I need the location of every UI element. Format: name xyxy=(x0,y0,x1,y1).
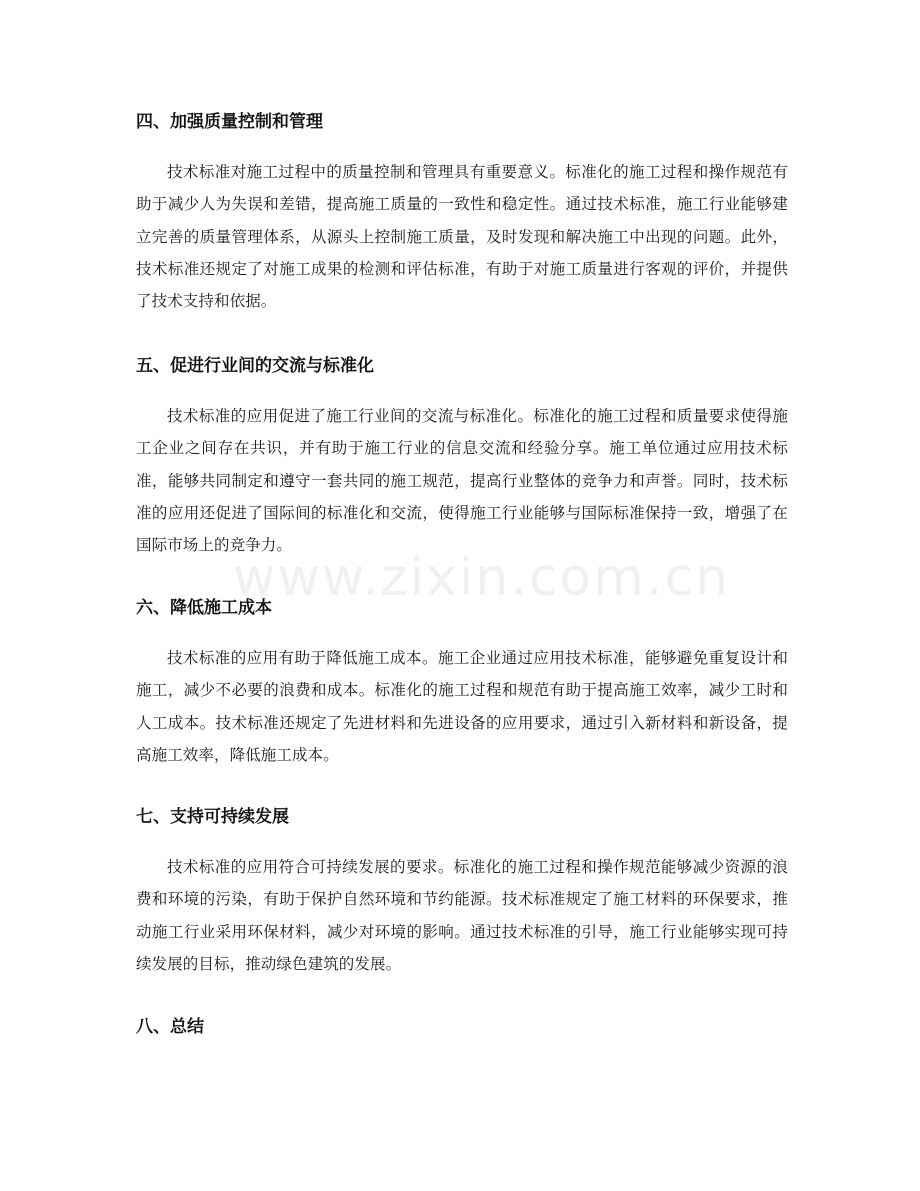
section-paragraph: 技术标准的应用符合可持续发展的要求。标准化的施工过程和操作规范能够减少资源的浪费和环境的污染，有助于保护自然环境和节约能源。技术标准规定了施工材料的环保要求，推动施工行业采用环保材料，减少对环境的影响。通过技术标准的引导，施工行业能够实现可持续发展的目标，推动绿色建筑的发展。 xyxy=(136,858,788,973)
section-heading: 七、支持可持续发展 xyxy=(136,807,289,827)
section-paragraph: 技术标准对施工过程中的质量控制和管理具有重要意义。标准化的施工过程和操作规范有助于减少人为失误和差错，提高施工质量的一致性和稳定性。通过技术标准，施工行业能够建立完善的质量管理体系，从源头上控制施工质量，及时发现和解决施工中出现的问题。此外，技术标准还规定了对施工成果的检测和评估标准，有助于对施工质量进行客观的评价，并提供了技术支持和依据。 xyxy=(136,163,788,311)
section-heading: 四、加强质量控制和管理 xyxy=(136,112,323,132)
section-heading: 八、总结 xyxy=(136,1017,204,1037)
section-paragraph: 技术标准的应用促进了施工行业间的交流与标准化。标准化的施工过程和质量要求使得施工企业之间存在共识，并有助于施工行业的信息交流和经验分享。施工单位通过应用技术标准，能够共同制定和遵守一套共同的施工规范，提高行业整体的竞争力和声誉。同时，技术标准的应用还促进了国际间的标准化和交流，使得施工行业能够与国际标准保持一致，增强了在国际市场上的竞争力。 xyxy=(136,407,788,555)
section-summary xyxy=(136,1015,788,1039)
section-heading: 六、降低施工成本 xyxy=(136,598,272,618)
section-quality-control xyxy=(136,110,788,317)
section-reduce-cost xyxy=(136,596,788,771)
section-paragraph: 技术标准的应用有助于降低施工成本。施工企业通过应用技术标准，能够避免重复设计和施工，减少不必要的浪费和成本。标准化的施工过程和规范有助于提高施工效率，减少工时和人工成本。技术标准还规定了先进材料和先进设备的应用要求，通过引入新材料和新设备，提高施工效率，降低施工成本。 xyxy=(136,649,788,764)
section-sustainability xyxy=(136,805,788,980)
section-heading: 五、促进行业间的交流与标准化 xyxy=(136,356,374,376)
watermark: www.zixin.com.cn xyxy=(233,548,730,608)
section-industry-exchange xyxy=(136,354,788,561)
